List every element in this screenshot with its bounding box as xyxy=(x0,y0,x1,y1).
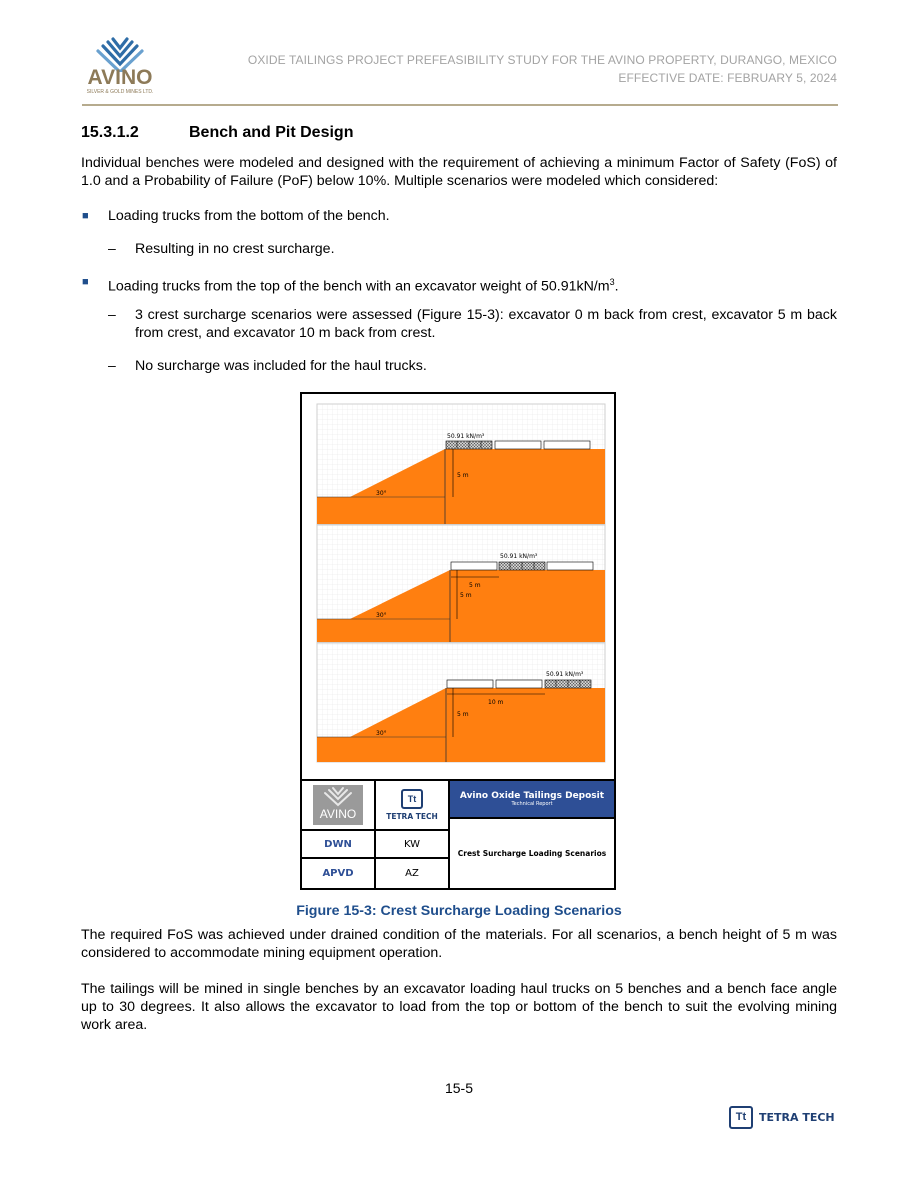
paragraph-fos: The required FoS was achieved under drained condition of the materials. For all scenarios, a bench height of 5 m was considered to accommodate mining equipment operation. xyxy=(81,927,837,961)
section-heading xyxy=(81,124,353,142)
scenario-0m-panel xyxy=(317,404,605,524)
tb-report-type: Technical Report xyxy=(511,801,553,807)
header-date: EFFECTIVE DATE: FEBRUARY 5, 2024 xyxy=(618,71,837,85)
truck-0m-2 xyxy=(544,441,590,449)
scenario-5m-panel xyxy=(317,525,605,642)
figure-frame xyxy=(300,392,616,890)
footer-tetratech-logo xyxy=(729,1105,835,1129)
dash-marker: – xyxy=(108,357,116,373)
bullet-2-text xyxy=(108,273,619,296)
tb-tetratech-text: TETRA TECH xyxy=(386,812,438,821)
section-title: Bench and Pit Design xyxy=(189,124,354,141)
angle-label-10m: 30° xyxy=(376,730,387,737)
angle-label-5m: 30° xyxy=(376,612,387,619)
truck-5m-1 xyxy=(451,562,497,570)
paragraph-mining: The tailings will be mined in single benches by an excavator loading haul trucks on 5 benches and a bench face angle up to 30 degrees. It also allows the excavator to load from the top or bottom of the bench to suit the evolving mining work area. xyxy=(81,981,837,1033)
tb-avino-name: AVINO xyxy=(319,807,357,821)
offset-label-5m: 5 m xyxy=(469,582,481,589)
bullet-1-sub-1: Resulting in no crest surcharge. xyxy=(135,241,335,257)
offset-label-10m: 10 m xyxy=(488,699,504,706)
tb-tetratech-cell xyxy=(376,781,450,831)
load-label-5m: 50.91 kN/m³ xyxy=(500,553,538,560)
surcharge-diagrams xyxy=(302,394,614,780)
footer-tt-icon: Tt xyxy=(729,1106,753,1129)
truck-5m-2 xyxy=(547,562,593,570)
section-number: 15.3.1.2 xyxy=(81,124,139,141)
bullet-marker: ■ xyxy=(82,210,89,222)
title-block xyxy=(302,779,614,888)
bullet-1-text: Loading trucks from the bottom of the bench. xyxy=(108,208,390,224)
header-rule xyxy=(82,104,838,106)
bullet-2-superscript: 3 xyxy=(609,277,615,287)
header-title: OXIDE TAILINGS PROJECT PREFEASIBILITY STUDY FOR THE AVINO PROPERTY, DURANGO, MEXICO xyxy=(247,53,837,67)
load-label-10m: 50.91 kN/m³ xyxy=(546,671,584,678)
truck-10m-1 xyxy=(447,680,493,688)
tb-tetratech-icon: Tt xyxy=(401,789,423,809)
tb-apvd-label: APVD xyxy=(302,859,376,888)
scenario-10m-panel xyxy=(317,643,605,762)
truck-0m-1 xyxy=(495,441,541,449)
tb-avino-logo-cell xyxy=(302,781,376,831)
avino-logo-subtitle: SILVER & GOLD MINES LTD. xyxy=(86,89,154,95)
bullet-2-text-main: Loading trucks from the top of the bench with an excavator weight of 50.91kN/m xyxy=(108,278,610,295)
bullet-2-text-end: . xyxy=(614,278,619,295)
truck-10m-2 xyxy=(496,680,542,688)
height-label-0m: 5 m xyxy=(457,472,469,479)
tb-drawing-title: Crest Surcharge Loading Scenarios xyxy=(457,849,607,858)
intro-paragraph: Individual benches were modeled and designed with the requirement of achieving a minimum Factor of Safety (FoS) of 1.0 and a Probability of Failure (PoF) below 10%. Multiple scenarios were modeled which considered: xyxy=(81,155,837,189)
height-label-5m: 5 m xyxy=(460,592,472,599)
tb-dwn-label: DWN xyxy=(302,831,376,859)
dash-marker: – xyxy=(108,306,116,322)
dash-marker: – xyxy=(108,240,116,256)
angle-label-0m: 30° xyxy=(376,490,387,497)
tb-avino-logo xyxy=(313,785,363,825)
height-label-10m: 5 m xyxy=(457,711,469,718)
figure-caption: Figure 15-3: Crest Surcharge Loading Scenarios xyxy=(296,903,622,919)
tb-project-cell xyxy=(450,781,614,819)
load-label-0m: 50.91 kN/m³ xyxy=(447,433,485,440)
footer-brand: TETRA TECH xyxy=(759,1110,835,1124)
bullet-marker: ■ xyxy=(82,276,89,288)
tb-dwn-value: KW xyxy=(376,831,450,859)
tb-project-name: Avino Oxide Tailings Deposit xyxy=(459,791,605,801)
tb-avino-mark-icon xyxy=(313,786,363,808)
avino-logo xyxy=(84,36,156,98)
avino-logo-name: AVINO xyxy=(87,66,153,89)
bullet-2-sub-2: No surcharge was included for the haul trucks. xyxy=(135,358,427,374)
page-number: 15-5 xyxy=(444,1080,474,1096)
tb-apvd-value: AZ xyxy=(376,859,450,888)
bullet-2-sub-1: 3 crest surcharge scenarios were assessed (Figure 15-3): excavator 0 m back from crest, excavator 5 m back from crest, and excavator 10 m back from crest. xyxy=(135,307,837,341)
